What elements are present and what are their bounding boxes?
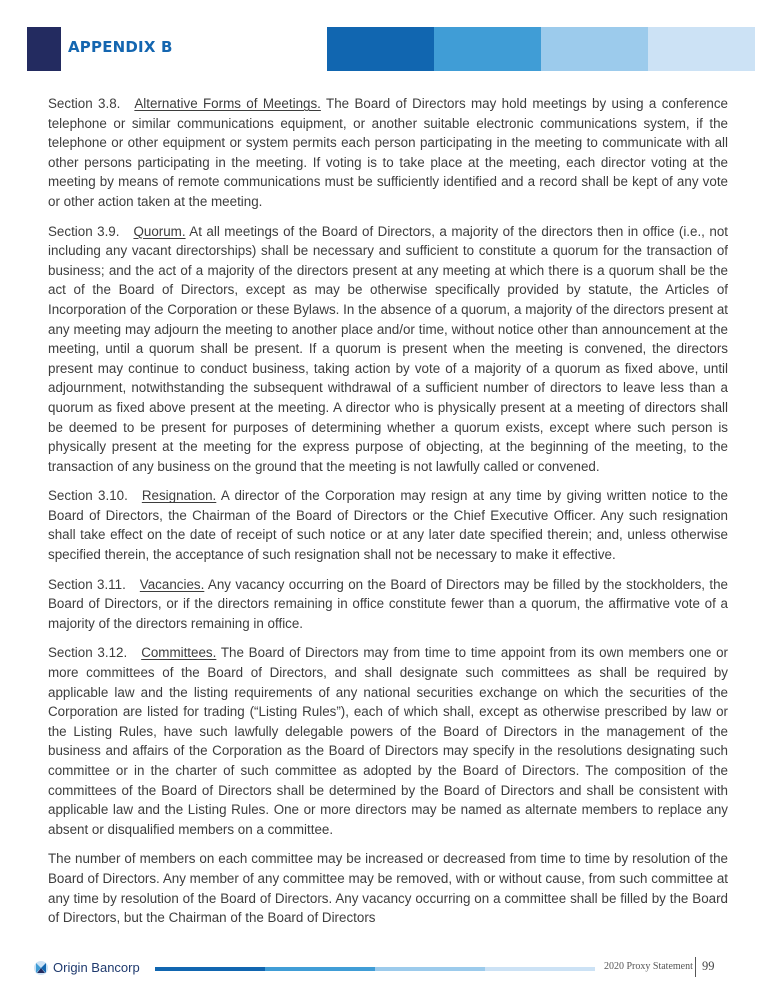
section-title: Alternative Forms of Meetings.: [134, 96, 321, 111]
section-title: Quorum.: [133, 223, 186, 239]
document-body: [48, 94, 728, 938]
section-3-11: [48, 575, 728, 634]
section-3-10: [48, 486, 728, 564]
logo-text: Origin Bancorp: [53, 960, 140, 975]
section-3-9: [48, 222, 728, 477]
footer-bar-2: [265, 967, 375, 971]
section-number: Section 3.9.: [48, 223, 120, 239]
section-body: The Board of Directors may hold meetings by using a conference telephone or similar communications equipment, or another suitable electronic communications system, if the telephone or other equipment or system permits each person participating in the meeting to communicate with all other persons participating in the meeting. If voting is to take place at the meeting, each director voting at the meeting by means of remote communications must be sufficiently identified and a record shall be kept of any vote or other action taken at the meeting.: [48, 96, 728, 209]
section-body: At all meetings of the Board of Directors, a majority of the directors then in office (i.e., not including any vacant directorships) shall be necessary and sufficient to constitute a quorum for the transaction of business; and the act of a majority of the directors present at any meeting at which there is a quorum shall be the act of the Board of Directors, except as may be otherwise specifically provided by statute, the Articles of Incorporation of the Corporation or these Bylaws. In the absence of a quorum, a majority of the directors present at any meeting may adjourn the meeting to another place and/or time, without notice other than announcement at the meeting, until a quorum shall be present. If a quorum is present when the meeting is convened, the directors present may continue to conduct business, taking action by vote of a majority of a quorum as fixed above, until adjournment, notwithstanding the subsequent withdrawal of a sufficient number of directors to leave less than a quorum as fixed above present at the meeting. A director who is physically present at a meeting of directors shall be deemed to be present for purposes of determining whether a quorum exists, except where such person is physically present at the meeting for the express purpose of objecting, at the beginning of the meeting, to the transaction of any business on the ground that the meeting is not lawfully called or convened.: [48, 223, 728, 474]
section-body: Any vacancy occurring on the Board of Directors may be filled by the stockholders, the Board of Directors, or if the directors remaining in office constitute fewer than a quorum, the affirmative vote of a majority of the directors remaining in office.: [48, 576, 728, 631]
section-3-8: [48, 94, 728, 212]
page-footer: [0, 955, 768, 985]
appendix-title: APPENDIX B: [68, 38, 173, 56]
section-3-12: [48, 643, 728, 839]
origin-bancorp-logo: [34, 960, 140, 975]
header-bar-1: [327, 27, 434, 71]
footer-divider: [695, 957, 696, 977]
section-title: Committees.: [141, 645, 217, 661]
footer-bar-3: [375, 967, 485, 971]
footer-bar-4: [485, 967, 595, 971]
section-body: A director of the Corporation may resign at any time by giving written notice to the Board of Directors, the Chairman of the Board of Directors or the Chief Executive Officer. Any such resignation shall take effect on the date of receipt of such notice or at any later date specified therein; and, unless otherwise specified therein, the acceptance of such resignation shall not be necessary to make it effective.: [48, 488, 728, 563]
header-accent-block: [27, 27, 61, 71]
section-body: The Board of Directors may from time to time appoint from its own members one or more committees of the Board of Directors, and shall designate such committees as shall be required by applicable law and the listing requirements of any national securities exchange on which the securities of the Corporation are listed for trading (“Listing Rules”), each of which shall, except as otherwise prescribed by law or the Listing Rules, have such lawfully delegable powers of the Board of Directors in the management of the business and affairs of the Corporation as the Board of Directors may specify in the resolutions designating such committee or in the charter of such committee as adopted by the Board of Directors. The composition of the committees of the Board of Directors shall be determined by the Board of Directors and shall be consistent with applicable law and the Listing Rules. One or more directors may be named as alternate members to replace any absent or disqualified members on a committee.: [48, 645, 728, 837]
section-title: Vacancies.: [139, 576, 205, 592]
header-bar-3: [541, 27, 648, 71]
page-number: 99: [702, 959, 715, 973]
document-name: 2020 Proxy Statement: [604, 961, 693, 972]
section-number: Section 3.10.: [48, 488, 128, 504]
section-number: Section 3.8.: [48, 96, 121, 111]
header-bar-2: [434, 27, 541, 71]
header-bar-4: [648, 27, 755, 71]
section-title: Resignation.: [141, 488, 217, 504]
closing-paragraph: The number of members on each committee may be increased or decreased from time to time by resolution of the Board of Directors. Any member of any committee may be removed, with or without cause, from such committee at any time by resolution of the Board of Directors. Any vacancy occurring on a committee shall be filled by the Board of Directors, but the Chairman of the Board of Directors: [48, 851, 728, 926]
section-number: Section 3.11.: [48, 576, 126, 592]
footer-color-bars: [155, 967, 595, 971]
origin-logo-icon: [34, 961, 48, 975]
header-color-bars: [327, 27, 755, 71]
footer-bar-1: [155, 967, 265, 971]
section-number: Section 3.12.: [48, 645, 128, 661]
